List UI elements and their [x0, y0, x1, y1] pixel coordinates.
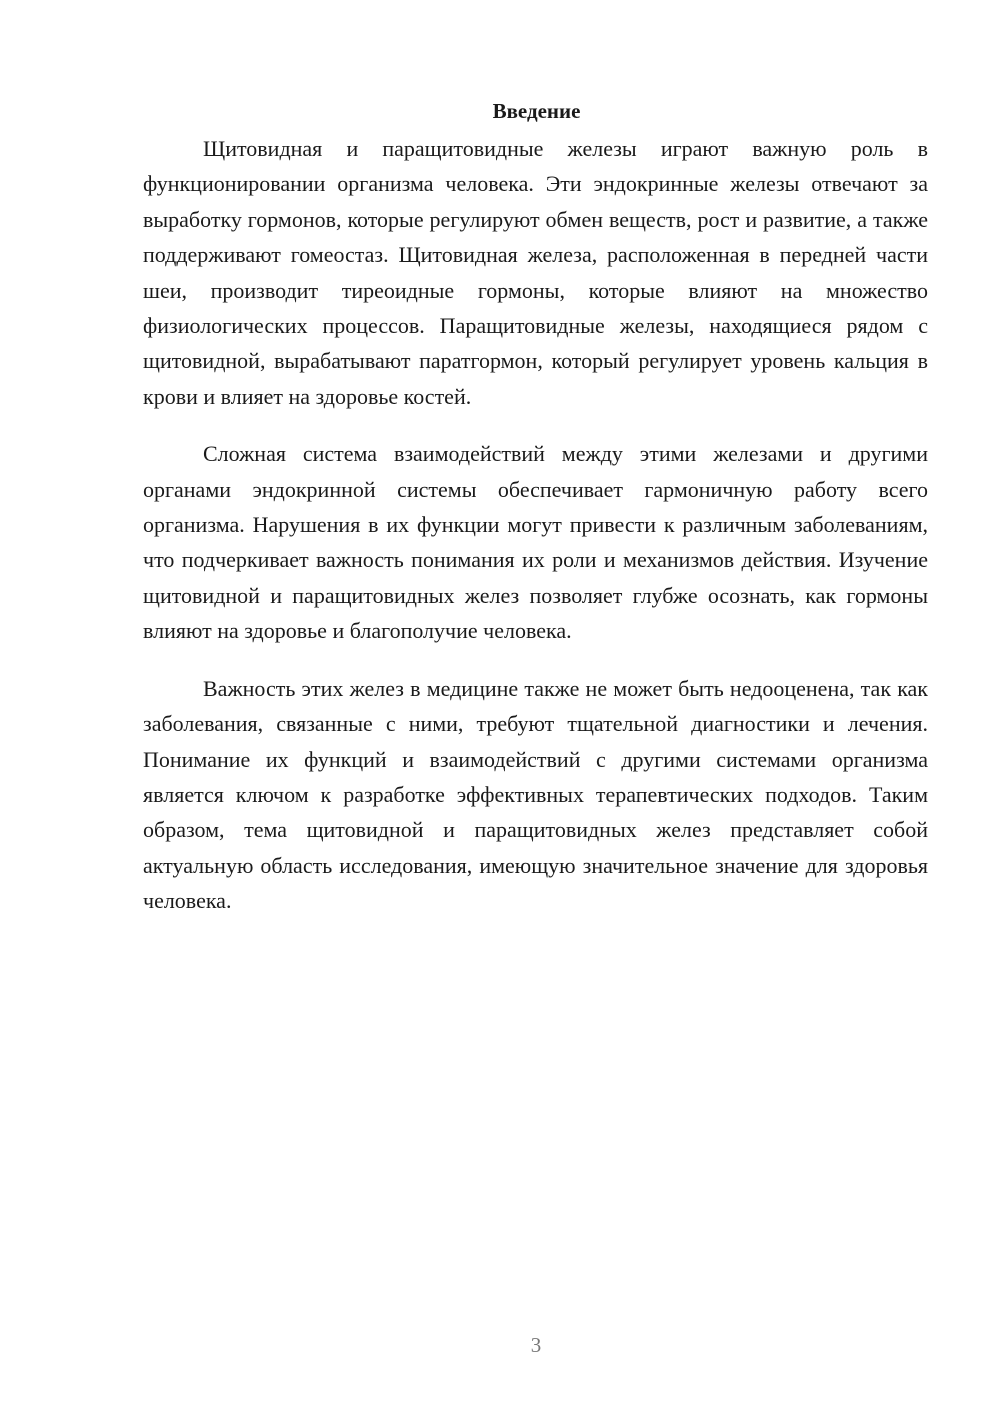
paragraph-3: Важность этих желез в медицине также не может быть недооценена, так как заболевания, связанные с ними, требуют тщательной диагностики и лечения. Понимание их функций и взаимодействий с другими системами организма является ключом к разработке эффективных терапевтических подходов. Таким образом, тема щитовидной и паращитовидных желез представляет собой актуальную область исследования, имеющую значительное значение для здоровья человека. [143, 675, 928, 914]
paragraph-2: Сложная система взаимодействий между этими железами и другими органами эндокринной системы обеспечивает гармоничную работу всего организма. Нарушения в их функции могут привести к различным заболеваниям, что подчеркивает важность понимания их роли и механизмов действия. Изучение щитовидной и паращитовидных желез позволяет глубже осознать, как гормоны влияют на здоровье и благополучие человека. [143, 441, 928, 644]
page-number: 3 [530, 1333, 542, 1357]
section-title: Введение [492, 99, 581, 123]
page-content [143, 96, 928, 941]
paragraph-1: Щитовидная и паращитовидные железы играют важную роль в функционировании организма человека. Эти эндокринные железы отвечают за выработку гормонов, которые регулируют обмен веществ, рост и развитие, а также поддерживают гомеостаз. Щитовидная железа, расположенная в передней части шеи, производит тиреоидные гормоны, которые влияют на множество физиологических процессов. Паращитовидные железы, находящиеся рядом с щитовидной, вырабатывают паратгормон, который регулирует уровень кальция в крови и влияет на здоровье костей. [143, 136, 928, 409]
